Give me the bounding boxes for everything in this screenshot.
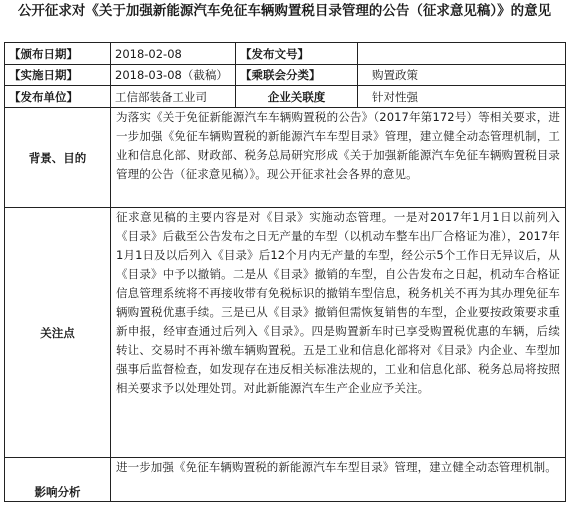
publisher-label: 【发布单位】 — [5, 86, 111, 108]
impact-row — [5, 458, 566, 502]
doc-number-label: 【发布文号】 — [236, 43, 358, 65]
focus-text: 征求意见稿的主要内容是对《目录》实施动态管理。一是对2017年1月1日以前列入《目录》后截至公告发布之日无产量的车型（以机动车整车出厂合格证为准），2017年1月1日及以后列入《目录》后12个月内无产量的车型，经公示5个工作日无异议后，从《目录》中予以撤销。二是从《目录》撤销的车型，自公告发布之日起，机动车合格证信息管理系统将不再接收带有免税标识的撤销车型信息，税务机关不再为其办理免征车辆购置税优惠手续。三是已从《目录》撤销但需恢复销售的车型，企业要按政策要求重新申报，经审查通过后列入《目录》。四是购置新车时已享受购置税优惠的车辆，后续转让、交易时不再补缴车辆购置税。五是工业和信息化部将对《目录》内企业、车型加强事后监督检查，如发现存在违反相关标准法规的，工业和信息化部、税务总局将按照相关要求予以处理处罚。对此新能源汽车生产企业应予关注。 — [111, 208, 566, 458]
policy-table — [4, 42, 566, 502]
category-label: 【乘联会分类】 — [236, 65, 358, 86]
document-title: 公开征求对《关于加强新能源汽车免征车辆购置税目录管理的公告（征求意见稿）》的意见 — [17, 3, 552, 19]
effective-date-value: 2018-03-08（截稿） — [111, 65, 236, 86]
impact-text: 进一步加强《免征车辆购置税的新能源汽车车型目录》管理，建立健全动态管理机制。 — [111, 458, 566, 502]
publisher-row — [5, 86, 566, 108]
effective-date-row — [5, 65, 566, 86]
relevance-value: 针对性强 — [358, 86, 566, 108]
focus-label: 关注点 — [5, 208, 111, 458]
relevance-label: 企业关联度 — [236, 86, 358, 108]
issue-date-value: 2018-02-08 — [111, 43, 236, 65]
impact-label: 影响分析 — [5, 458, 111, 502]
publisher-value: 工信部装备工业司 — [111, 86, 236, 108]
category-value: 购置政策 — [358, 65, 566, 86]
issue-date-row — [5, 43, 566, 65]
effective-date-label: 【实施日期】 — [5, 65, 111, 86]
background-label: 背景、目的 — [5, 108, 111, 208]
doc-number-value — [358, 43, 566, 65]
background-row — [5, 108, 566, 208]
background-text: 为落实《关于免征新能源汽车车辆购置税的公告》（2017年第172号）等相关要求，进一步加强《免征车辆购置税的新能源汽车车型目录》管理，建立健全动态管理机制，工业和信息化部、财政部、税务总局研究形成《关于加强新能源汽车免征车辆购置税目录管理的公告（征求意见稿）》。现公开征求社会各界的意见。 — [111, 108, 566, 208]
issue-date-label: 【颁布日期】 — [5, 43, 111, 65]
focus-row — [5, 208, 566, 458]
